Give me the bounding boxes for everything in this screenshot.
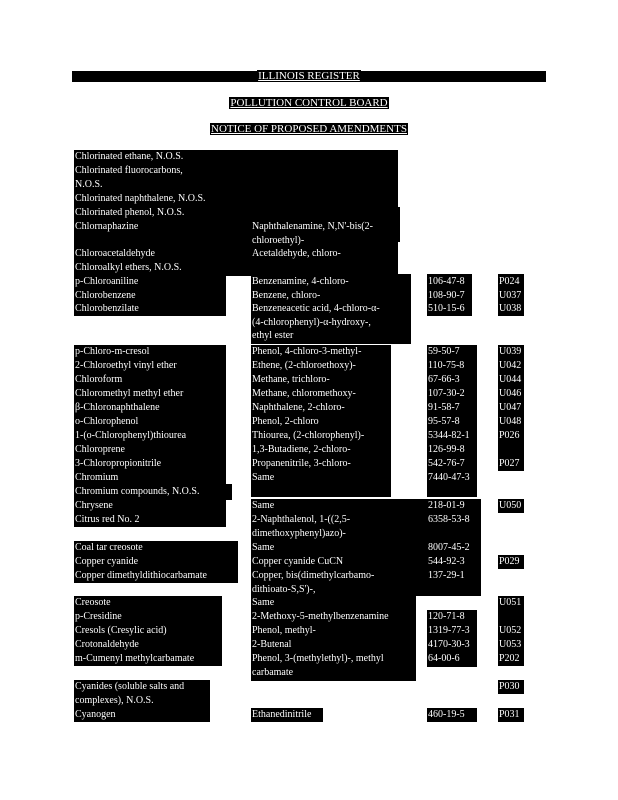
constituent-name: Crotonaldehyde xyxy=(75,639,139,650)
constituent-name: Chloroprene xyxy=(75,444,125,455)
constituent-name: Chloroform xyxy=(75,374,123,385)
waste-code: U026 xyxy=(499,221,522,232)
waste-code: U044 xyxy=(499,374,522,385)
constituent-synonym: Propanenitrile, 3-chloro- xyxy=(252,458,351,469)
constituent-synonym: Benzenamine, 4-chloro- xyxy=(252,276,349,287)
constituent-name: Coal tar creosote xyxy=(75,542,143,553)
cas-number: 91-58-7 xyxy=(428,402,460,413)
waste-code: P023 xyxy=(499,248,520,259)
constituent-name: p-Cresidine xyxy=(75,611,122,622)
waste-code: U052 xyxy=(499,625,522,636)
cas-number: 107-20-0 xyxy=(428,248,465,259)
constituent-name: Chlornaphazine xyxy=(75,221,139,232)
constituent-name: Creosote xyxy=(75,597,111,608)
waste-code: U042 xyxy=(499,360,522,371)
cas-number: 110-75-8 xyxy=(428,360,465,371)
cas-number: 510-15-6 xyxy=(428,303,465,314)
constituent-name: Citrus red No. 2 xyxy=(75,514,140,525)
constituent-name: Chlorobenzilate xyxy=(75,303,139,314)
waste-code: U046 xyxy=(499,388,522,399)
constituent-synonym: 2-Naphthalenol, 1-((2,5- xyxy=(252,514,351,525)
constituent-name: Copper dimethyldithiocarbamate xyxy=(75,570,207,581)
waste-code: P024 xyxy=(499,276,520,287)
constituent-synonym: Benzeneacetic acid, 4-chloro-α- xyxy=(252,303,380,314)
constituent-synonym: 1,3-Butadiene, 2-chloro- xyxy=(252,444,351,455)
waste-code: P027 xyxy=(499,458,520,469)
waste-code: P202 xyxy=(499,653,520,664)
constituent-name: Chrysene xyxy=(75,500,113,511)
constituent-name: Chlorinated fluorocarbons, xyxy=(75,165,183,176)
cas-number: 4170-30-3 xyxy=(428,639,470,650)
constituent-synonym: carbamate xyxy=(252,666,294,678)
waste-code: P030 xyxy=(499,681,520,692)
cas-number: 6358-53-8 xyxy=(428,514,470,525)
cas-number: 120-71-8 xyxy=(428,611,465,622)
notice-title xyxy=(0,123,618,135)
constituent-synonym: Same xyxy=(252,542,275,553)
constituent-name: Chloroacetaldehyde xyxy=(75,248,155,259)
constituent-synonym: Methane, chloromethoxy- xyxy=(252,388,356,399)
constituent-synonym: ethyl ester xyxy=(252,330,294,342)
constituent-synonym: Copper cyanide CuCN xyxy=(252,556,344,567)
constituent-name: Chloroalkyl ethers, N.O.S. xyxy=(75,262,182,273)
cas-number: 544-92-3 xyxy=(428,556,465,567)
constituent-name: Chromium compounds, N.O.S. xyxy=(75,486,200,497)
constituent-name: 2-Chloroethyl vinyl ether xyxy=(75,360,177,371)
constituent-synonym: Same xyxy=(252,500,275,511)
constituent-synonym: Phenol, 2-chloro xyxy=(252,416,319,427)
board-title-text: POLLUTION CONTROL BOARD xyxy=(230,97,388,109)
cas-number: 126-99-8 xyxy=(428,444,465,455)
constituent-name: 3-Chloropropionitrile xyxy=(75,458,162,469)
constituent-name: complexes), N.O.S. xyxy=(75,694,154,706)
constituent-name: Chlorobenzene xyxy=(75,290,136,301)
cas-number: 5344-82-1 xyxy=(428,430,470,441)
constituent-name: Chloromethyl methyl ether xyxy=(75,388,184,399)
constituent-synonym: Acetaldehyde, chloro- xyxy=(252,248,341,259)
constituent-name: Cyanogen xyxy=(75,709,116,720)
waste-code: U051 xyxy=(499,597,522,608)
waste-code: U037 xyxy=(499,290,522,301)
waste-code: U053 xyxy=(499,639,522,650)
constituent-synonym: Benzene, chloro- xyxy=(252,290,321,301)
waste-code: P026 xyxy=(499,430,520,441)
constituent-name: 1-(o-Chlorophenyl)thiourea xyxy=(75,430,187,441)
cas-number: 107-30-2 xyxy=(428,388,465,399)
constituent-synonym: Phenol, methyl- xyxy=(252,625,316,636)
constituent-synonym: Ethene, (2-chloroethoxy)- xyxy=(252,360,356,371)
notice-title-text: NOTICE OF PROPOSED AMENDMENTS xyxy=(211,123,407,135)
constituent-synonym: Methane, trichloro- xyxy=(252,374,330,385)
register-title-text: ILLINOIS REGISTER xyxy=(258,70,360,82)
constituent-name: β-Chloronaphthalene xyxy=(75,402,160,413)
waste-code: U048 xyxy=(499,416,522,427)
constituent-name: Chromium xyxy=(75,472,119,483)
constituent-synonym: Ethanedinitrile xyxy=(252,709,312,720)
waste-code: U047 xyxy=(499,402,522,413)
board-title xyxy=(0,97,618,109)
constituent-synonym: Phenol, 4-chloro-3-methyl- xyxy=(252,346,362,357)
constituent-name: p-Chloroaniline xyxy=(75,276,139,287)
constituent-name: Cyanides (soluble salts and xyxy=(75,681,185,692)
constituent-synonym: Copper, bis(dimethylcarbamo- xyxy=(252,570,375,581)
constituent-synonym: 2-Butenal xyxy=(252,639,292,650)
waste-code: P029 xyxy=(499,556,520,567)
register-title xyxy=(0,70,618,82)
cas-number: 95-57-8 xyxy=(428,416,460,427)
constituent-synonym: Same xyxy=(252,597,275,608)
cas-number: 67-66-3 xyxy=(428,374,460,385)
constituent-name: p-Chloro-m-cresol xyxy=(75,346,150,357)
constituent-name: Chlorinated naphthalene, N.O.S. xyxy=(75,193,206,204)
waste-code: U039 xyxy=(499,346,522,357)
cas-number: 64-00-6 xyxy=(428,653,460,664)
constituent-synonym: Naphthalene, 2-chloro- xyxy=(252,402,345,413)
cas-number: 137-29-1 xyxy=(428,570,465,581)
constituent-synonym: dithioato-S,S')-, xyxy=(252,583,316,595)
cas-number: 108-90-7 xyxy=(428,290,465,301)
cas-number: 7440-47-3 xyxy=(428,472,470,483)
constituent-synonym: dimethoxyphenyl)azo)- xyxy=(252,527,346,539)
cas-number: 1319-77-3 xyxy=(428,625,470,636)
cas-number: 494-03-1 xyxy=(428,221,465,232)
cas-number: 542-76-7 xyxy=(428,458,465,469)
constituent-name: Copper cyanide xyxy=(75,556,139,567)
constituent-synonym: Thiourea, (2-chlorophenyl)- xyxy=(252,430,365,441)
cas-number: 8007-45-2 xyxy=(428,542,470,553)
constituent-synonym: Naphthalenamine, N,N'-bis(2- xyxy=(252,221,373,232)
constituent-synonym: Same xyxy=(252,472,275,483)
constituent-name: Chlorinated ethane, N.O.S. xyxy=(75,151,184,162)
waste-code: P031 xyxy=(499,709,520,720)
cas-number: 106-47-8 xyxy=(428,276,465,287)
constituent-name: m-Cumenyl methylcarbamate xyxy=(75,653,195,664)
constituent-synonym: Phenol, 3-(methylethyl)-, methyl xyxy=(252,653,384,664)
constituent-synonym: chloroethyl)- xyxy=(252,234,305,246)
constituent-name: Chlorinated phenol, N.O.S. xyxy=(75,207,185,218)
cas-number: 460-19-5 xyxy=(428,709,465,720)
cas-number: 59-50-7 xyxy=(428,346,460,357)
cas-number: 218-01-9 xyxy=(428,500,465,511)
constituent-name: N.O.S. xyxy=(75,178,103,190)
constituent-synonym: (4-chlorophenyl)-α-hydroxy-, xyxy=(252,316,371,328)
constituent-synonym: 2-Methoxy-5-methylbenzenamine xyxy=(252,611,389,622)
waste-code: U050 xyxy=(499,500,522,511)
constituent-name: o-Chlorophenol xyxy=(75,416,139,427)
waste-code: U038 xyxy=(499,303,522,314)
constituent-name: Cresols (Cresylic acid) xyxy=(75,625,167,636)
